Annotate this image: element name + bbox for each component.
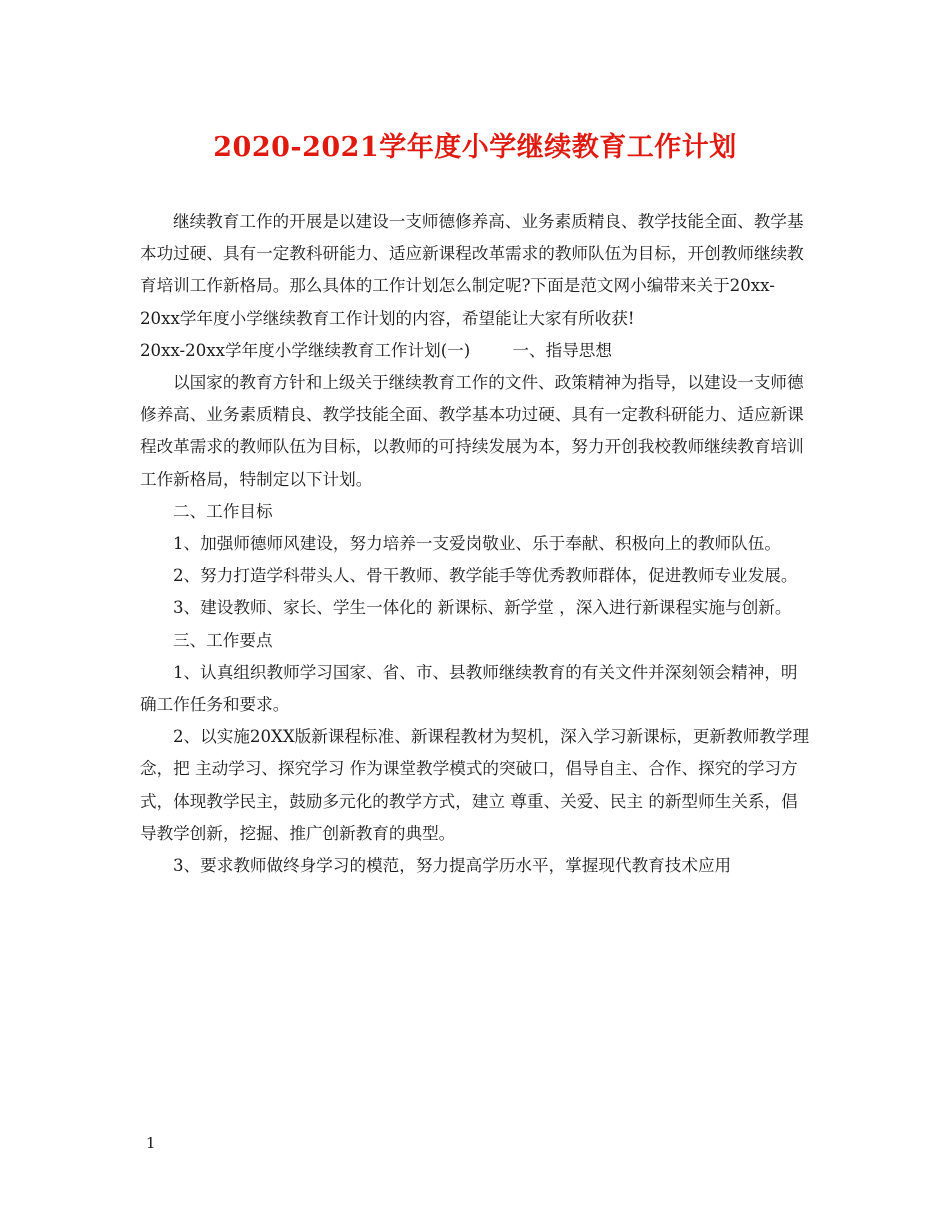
goals-heading: 二、工作目标 (173, 501, 273, 521)
point-item-1: 1、认真组织教师学习国家、省、市、县教师继续教育的有关文件并深刻领会精神，明确工作任务和要求。 (140, 662, 798, 715)
page-number: 1 (146, 1134, 156, 1152)
section-heading: 20xx-20xx学年度小学继续教育工作计划(一) 一、指导思想 (140, 340, 612, 360)
document-body (140, 206, 812, 882)
point-item-3: 3、要求教师做终身学习的模范，努力提高学历水平，掌握现代教育技术应用 (173, 856, 732, 876)
document-title: 2020-2021学年度小学继续教育工作计划 (213, 132, 737, 163)
points-heading: 三、工作要点 (173, 630, 273, 650)
guiding-paragraph: 以国家的教育方针和上级关于继续教育工作的文件、政策精神为指导，以建设一支师德修养高、业务素质精良、教学技能全面、教学基本功过硬、具有一定教科研能力、适应新课程改革需求的教师队伍为目标，以教师的可持续发展为本，努力开创我校教师继续教育培训工作新格局，特制定以下计划。 (140, 373, 804, 489)
goal-item-2: 2、努力打造学科带头人、骨干教师、教学能手等优秀教师群体，促进教师专业发展。 (173, 566, 798, 586)
goal-item-1: 1、加强师德师风建设，努力培养一支爱岗敬业、乐于奉献、积极向上的教师队伍。 (173, 534, 781, 554)
intro-paragraph: 继续教育工作的开展是以建设一支师德修养高、业务素质精良、教学技能全面、教学基本功过硬、具有一定教科研能力、适应新课程改革需求的教师队伍为目标，开创教师继续教育培训工作新格局。那么具体的工作计划怎么制定呢?下面是范文网小编带来关于20xx-20xx学年度小学继续教育工作计划的内容，希望能让大家有所收获! (140, 212, 804, 328)
point-item-2: 2、以实施20XX版新课程标准、新课程教材为契机，深入学习新课标，更新教师教学理念，把 主动学习、探究学习 作为课堂教学模式的突破口，倡导自主、合作、探究的学习方式，体现教学民主，鼓励多元化的教学方式，建立 尊重、关爱、民主 的新型师生关系，倡导教学创新，挖掘、推广创新教育的典型。 (140, 727, 810, 843)
goal-item-3: 3、建设教师、家长、学生一体化的 新课标、新学堂 ，深入进行新课程实施与创新。 (173, 598, 792, 618)
